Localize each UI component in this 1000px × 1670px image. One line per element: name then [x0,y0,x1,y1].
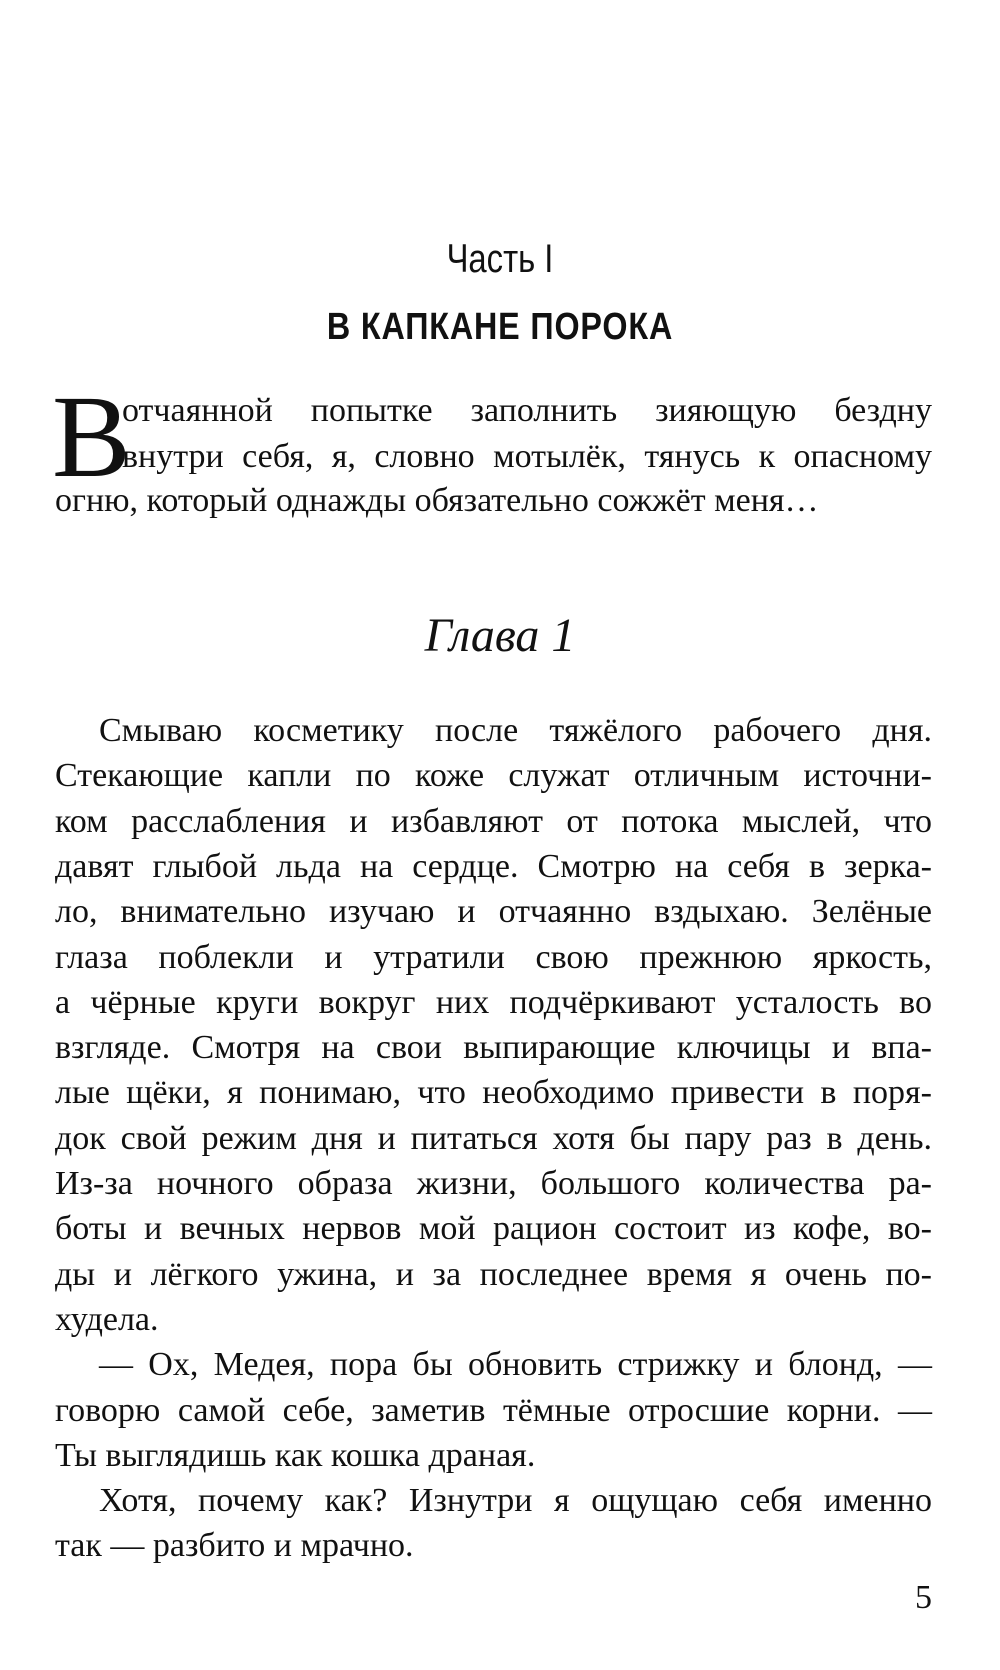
part-title: В КАПКАНЕ ПОРОКА [326,306,674,348]
chapter-title: Глава 1 [424,609,576,662]
body-line: — Ох, Медея, пора бы обновить стрижку и блонд, — [99,1346,932,1384]
drop-cap: В [52,371,131,502]
body-line: взгляде. Смотря на свои выпирающие ключицы и впа- [55,1029,932,1067]
body-line: док свой режим дня и питаться хотя бы пару раз в день. [55,1119,932,1157]
body-line: так — разбито и мрачно. [55,1527,414,1565]
body-line: ком расслабления и избавляют от потока мыслей, что [55,802,932,840]
body-line: боты и вечных нервов мой рацион состоит из кофе, во- [55,1210,932,1248]
epigraph-line: огню, который однажды обязательно сожжёт меня… [55,482,819,519]
body-line: Смываю косметику после тяжёлого рабочего дня. [99,712,932,749]
body-line: Ты выглядишь как кошка драная. [55,1436,536,1474]
body-line: а чёрные круги вокруг них подчёркивают усталость во [55,983,932,1021]
page-number: 5 [915,1579,932,1616]
body-line: худела. [55,1300,159,1338]
body-line: Стекающие капли по коже служат отличным источни- [55,757,932,795]
body-line: Из-за ночного образа жизни, большого количества ра- [55,1165,932,1202]
body-line: ды и лёгкого ужина, и за последнее время я очень по- [55,1255,932,1293]
epigraph-line: отчаянной попытке заполнить зияющую бездну [122,392,932,429]
part-heading: Часть I [446,237,554,281]
body-line: Хотя, почему как? Изнутри я ощущаю себя именно [99,1482,932,1520]
body-line: давят глыбой льда на сердце. Смотрю на себя в зерка- [55,847,932,885]
body-line: ло, внимательно изучаю и отчаянно вздыхаю. Зелёные [55,893,932,931]
body-line: глаза поблекли и утратили свою прежнюю яркость, [55,938,932,976]
body-line: говорю самой себе, заметив тёмные отросшие корни. — [55,1391,932,1429]
body-line: лые щёки, я понимаю, что необходимо привести в поря- [55,1074,932,1112]
epigraph-line: внутри себя, я, словно мотылёк, тянусь к опасному [122,438,932,475]
